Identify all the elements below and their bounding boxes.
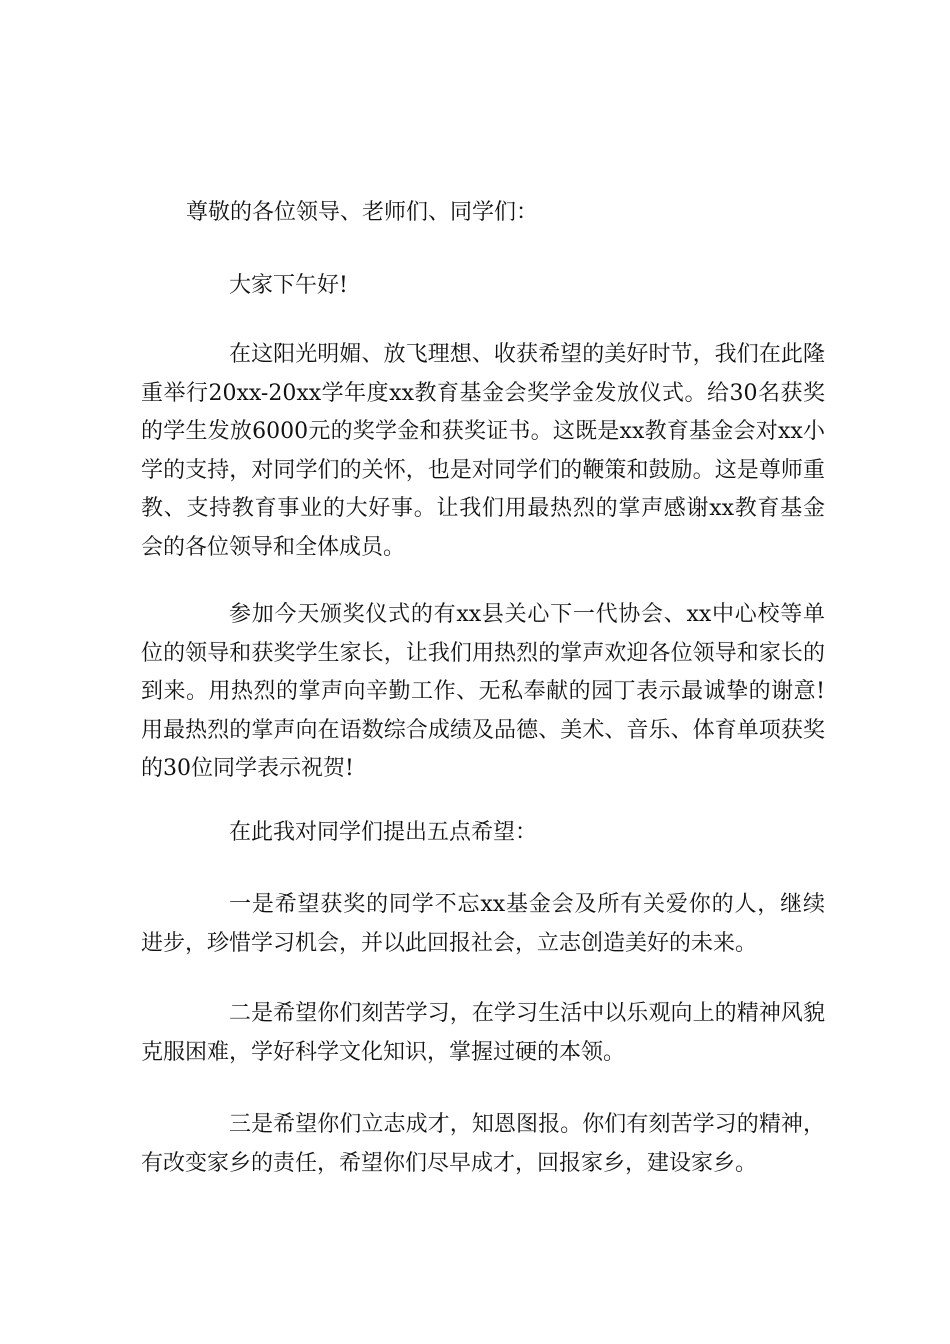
greeting: 大家下午好! xyxy=(229,273,348,298)
paragraph-ceremony-intro: 在这阳光明媚、放飞理想、收获希望的美好时节，我们在此隆重举行20xx-20xx学年度xx教育基金会奖学金发放仪式。给30名获奖的学生发放6000元的奖学金和获奖证书。这既是xx教育基金会对xx小学的支持，对同学们的关怀，也是对同学们的鞭策和鼓励。这是尊师重教、支持教育事业的大好事。让我们用最热烈的掌声感谢xx教育基金会的各位领导和全体成员。 xyxy=(141,342,825,560)
paragraph-hopes-intro: 在此我对同学们提出五点希望： xyxy=(229,820,538,845)
paragraph-hope-one: 一是希望获奖的同学不忘xx基金会及所有关爱你的人，继续进步，珍惜学习机会，并以此回报社会，立志创造美好的未来。 xyxy=(141,892,825,956)
paragraph-welcome-guests: 参加今天颁奖仪式的有xx县关心下一代协会、xx中心校等单位的领导和获奖学生家长，让我们用热烈的掌声欢迎各位领导和家长的到来。用热烈的掌声向辛勤工作、无私奉献的园丁表示最诚挚的谢意!用最热烈的掌声向在语数综合成绩及品德、美术、音乐、体育单项获奖的30位同学表示祝贺! xyxy=(141,602,825,781)
salutation: 尊敬的各位领导、老师们、同学们： xyxy=(186,200,539,225)
paragraph-hope-two: 二是希望你们刻苦学习，在学习生活中以乐观向上的精神风貌克服困难，学好科学文化知识，掌握过硬的本领。 xyxy=(141,1001,825,1065)
paragraph-hope-three: 三是希望你们立志成才，知恩图报。你们有刻苦学习的精神，有改变家乡的责任，希望你们尽早成才，回报家乡，建设家乡。 xyxy=(141,1112,825,1176)
